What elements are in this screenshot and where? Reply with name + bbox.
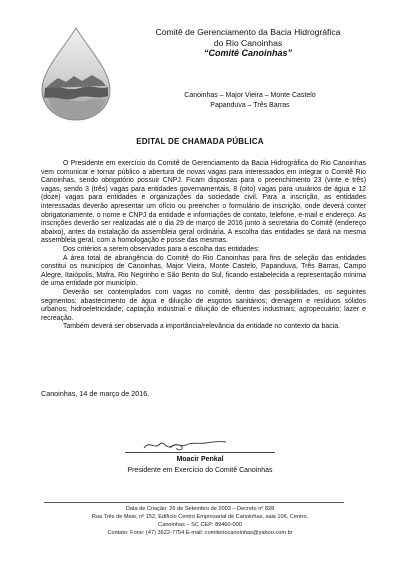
document-title: EDITAL DE CHAMADA PÚBLICA (136, 137, 264, 146)
footer-contact: Contato: Fone: (47) 3622-7754 E-mail: comiteriocanoinhas@yahoo.com.br (107, 530, 293, 536)
footer (0, 505, 400, 537)
footer-creation-date: Data de Criação: 26 de Setembro de 2003 – Decreto nº 828 (125, 506, 275, 512)
document-body (41, 160, 366, 332)
footer-address: Rua Três de Maio, nº 152, Edifício Centro Empresarial de Canoinhas, sala 106, Centro. (91, 514, 309, 520)
cities-line2: Papanduva – Três Barras (210, 101, 290, 109)
signature-line (125, 452, 275, 453)
handwritten-signature-icon (140, 432, 230, 454)
footer-divider (44, 502, 344, 503)
paragraph-criteria-intro: Dos critérios a serem observados para a escolha das entidades: (63, 245, 260, 253)
org-short-name: “Comitê Canoinhas” (203, 48, 292, 58)
water-drop-logo-icon (36, 26, 116, 122)
cities-line1: Canoinhas – Major Vieira – Monte Castelo (184, 92, 316, 99)
letterhead (118, 27, 378, 59)
paragraph-announcement: O Presidente em exercício do Comitê de Gerenciamento da Bacia Hidrográfica do Rio Canoinhas vem comunicar e tornar público a abertura de novas vagas para interessados em integrar o Comitê Rio Canoinhas, sendo obrigatório possuir CNPJ. Ficam dispostas para o preenchimento 23 (vinte e três) vagas, sendo 3 (três) vagas para entidades governamentais, 8 (oito) vagas para usuários de água e 12 (doze) vagas para entidades e organizações da sociedade civil. Para a inscrição, as entidades interessadas deverão apresentar um ofício ou preencher o formulário de inscrição, onde deverá conter obrigatoriamente, o nome e CNPJ da entidade e informações de contato, telefone, e-mail e endereço. As inscrições deverão ser realizadas até o dia 29 de março de 2016 junto à secretaria do Comitê (endereço abaixo), antes da instalação da assembleia geral ordinária. A escolha das entidades se dará na mesma assembleia geral, com a homologação e posse das mesmas. (41, 160, 366, 245)
member-cities (160, 91, 340, 110)
org-name-line1: Comitê de Gerenciamento da Bacia Hidrográfica (155, 27, 341, 37)
paragraph-relevance: Também deverá ser observada a importância/relevância da entidade no contexto da bacia. (63, 323, 340, 331)
document-date: Canoinhas, 14 de março de 2016. (41, 389, 150, 398)
signer-role: Presidente em Exercício do Comitê Canoinhas (127, 467, 273, 474)
signer-name: Moacir Penkal (176, 456, 224, 463)
paragraph-segments: Deverão ser contemplados com vagas no comitê, dentro das possibilidades, os seguintes segmentos: abastecimento de água e diluição de esgotos sanitários; drenagem e resíduos sólidos urbanos; hidroeletricidade; captação industrial e diluição de efluentes industriais; agropecuário; lazer e recreação. (41, 288, 366, 322)
org-name-line2: do Rio Canoinhas (213, 37, 283, 48)
footer-city-zip: Canoinhas – SC CEP: 89460-000 (158, 522, 242, 528)
paragraph-coverage-area: A área total de abrangência do Comitê do Rio Canoinhas para fins de seleção das entidades constitui os municípios de Canoinhas, Major Vieira, Monte Castelo, Papanduva, Três Barras, Campo Alegre, Itaiópolis, Mafra, Rio Negrinho e São Bento do Sul, ficando estabelecida a representação mínima de uma entidade por município. (41, 254, 366, 288)
